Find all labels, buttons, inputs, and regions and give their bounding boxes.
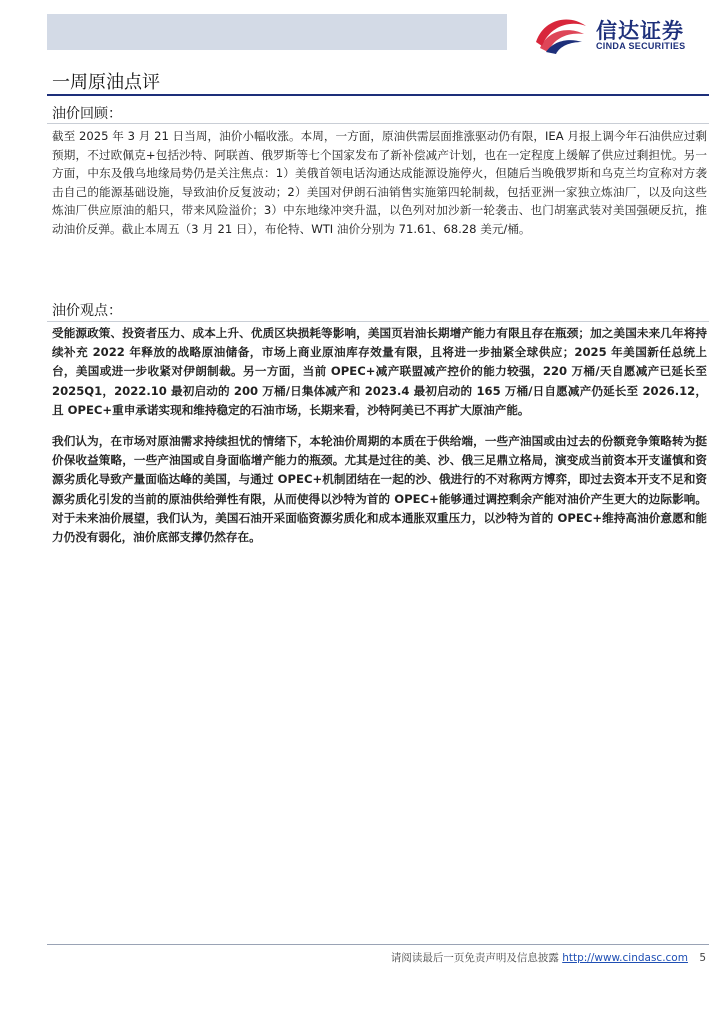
outlook-heading: 油价观点： — [52, 303, 122, 319]
footer — [391, 950, 706, 965]
section-title: 一周原油点评 — [52, 72, 160, 93]
footer-website-link[interactable]: http://www.cindasc.com — [562, 952, 688, 964]
title-divider — [47, 94, 709, 96]
footer-divider — [47, 944, 709, 945]
outlook-heading-divider — [47, 321, 709, 322]
review-paragraph: 截至 2025 年 3 月 21 日当周，油价小幅收涨。本周，一方面，原油供需层面推涨驱动仍有限，IEA 月报上调今年石油供应过剩预期，不过欧佩克+包括沙特、阿联酋、俄罗斯等七个国家发布了新补偿减产计划，也在一定程度上缓解了供应过剩担忧。另一方面，中东及俄乌地缘局势仍是关注焦点：1）美俄首领电话沟通达成能源设施停火，但随后当晚俄罗斯和乌克兰均宣称对方袭击自己的能源基础设施，导致油价反复波动；2）美国对伊朗石油销售实施第四轮制裁，包括亚洲一家独立炼油厂，以及向这些炼油厂供应原油的船只，带来风险溢价；3）中东地缘冲突升温，以色列对加沙新一轮袭击、也门胡塞武装对美国强硬反抗，推动油价反弹。截止本周五（3 月 21 日），布伦特、WTI 油价分别为 71.61、68.28 美元/桶。 — [52, 129, 707, 236]
page-number: 5 — [699, 952, 706, 964]
header-banner — [47, 14, 507, 50]
brand-name-en: CINDA SECURITIES — [596, 41, 686, 51]
review-heading: 油价回顾： — [52, 106, 122, 122]
outlook-paragraph-2: 我们认为，在市场对原油需求持续担忧的情绪下，本轮油价周期的本质在于供给端，一些产油国或由过去的份额竞争策略转为挺价保收益策略，一些产油国或自身面临增产能力的瓶颈。尤其是过往的美、沙、俄三足鼎立格局，演变成当前资本开支谨慎和资源劣质化导致产量面临达峰的美国，与通过 OPEC+机制团结在一起的沙、俄进行的不对称两方博弈，即过去资本开支不足和资源劣质化引发的当前的原油供给弹性有限，从而使得以沙特为首的 OPEC+能够通过调控剩余产能对油价产生更大的边际影响。对于未来油价展望，我们认为，美国石油开采面临资源劣质化和成本通胀双重压力，以沙特为首的 OPEC+维持高油价意愿和能力仍没有弱化，油价底部支撑仍然存在。 — [52, 434, 707, 545]
outlook-paragraph-1: 受能源政策、投资者压力、成本上升、优质区块损耗等影响，美国页岩油长期增产能力有限且存在瓶颈；加之美国未来几年将持续补充 2022 年释放的战略原油储备，市场上商业原油库存效量有限，且将进一步抽紧全球供应；2025 年美国新任总统上台，美国或进一步收紧对伊朗制裁。另一方面，当前 OPEC+减产联盟减产控价的能力较强，220 万桶/天自愿减产已延长至 2025Q1，2022.10 最初启动的 200 万桶/日集体减产和 2023.4 最初启动的 165 万桶/日自愿减产仍延长至 2026.12，且 OPEC+重申承诺实现和维持稳定的石油市场，长期来看，沙特阿美已不再扩大原油产能。 — [52, 326, 707, 417]
cinda-logo-icon — [530, 12, 590, 56]
review-heading-divider — [47, 123, 709, 124]
brand-logo — [530, 12, 705, 56]
brand-name-cn: 信达证券 — [596, 19, 684, 43]
footer-disclaimer: 请阅读最后一页免责声明及信息披露 — [390, 952, 559, 964]
